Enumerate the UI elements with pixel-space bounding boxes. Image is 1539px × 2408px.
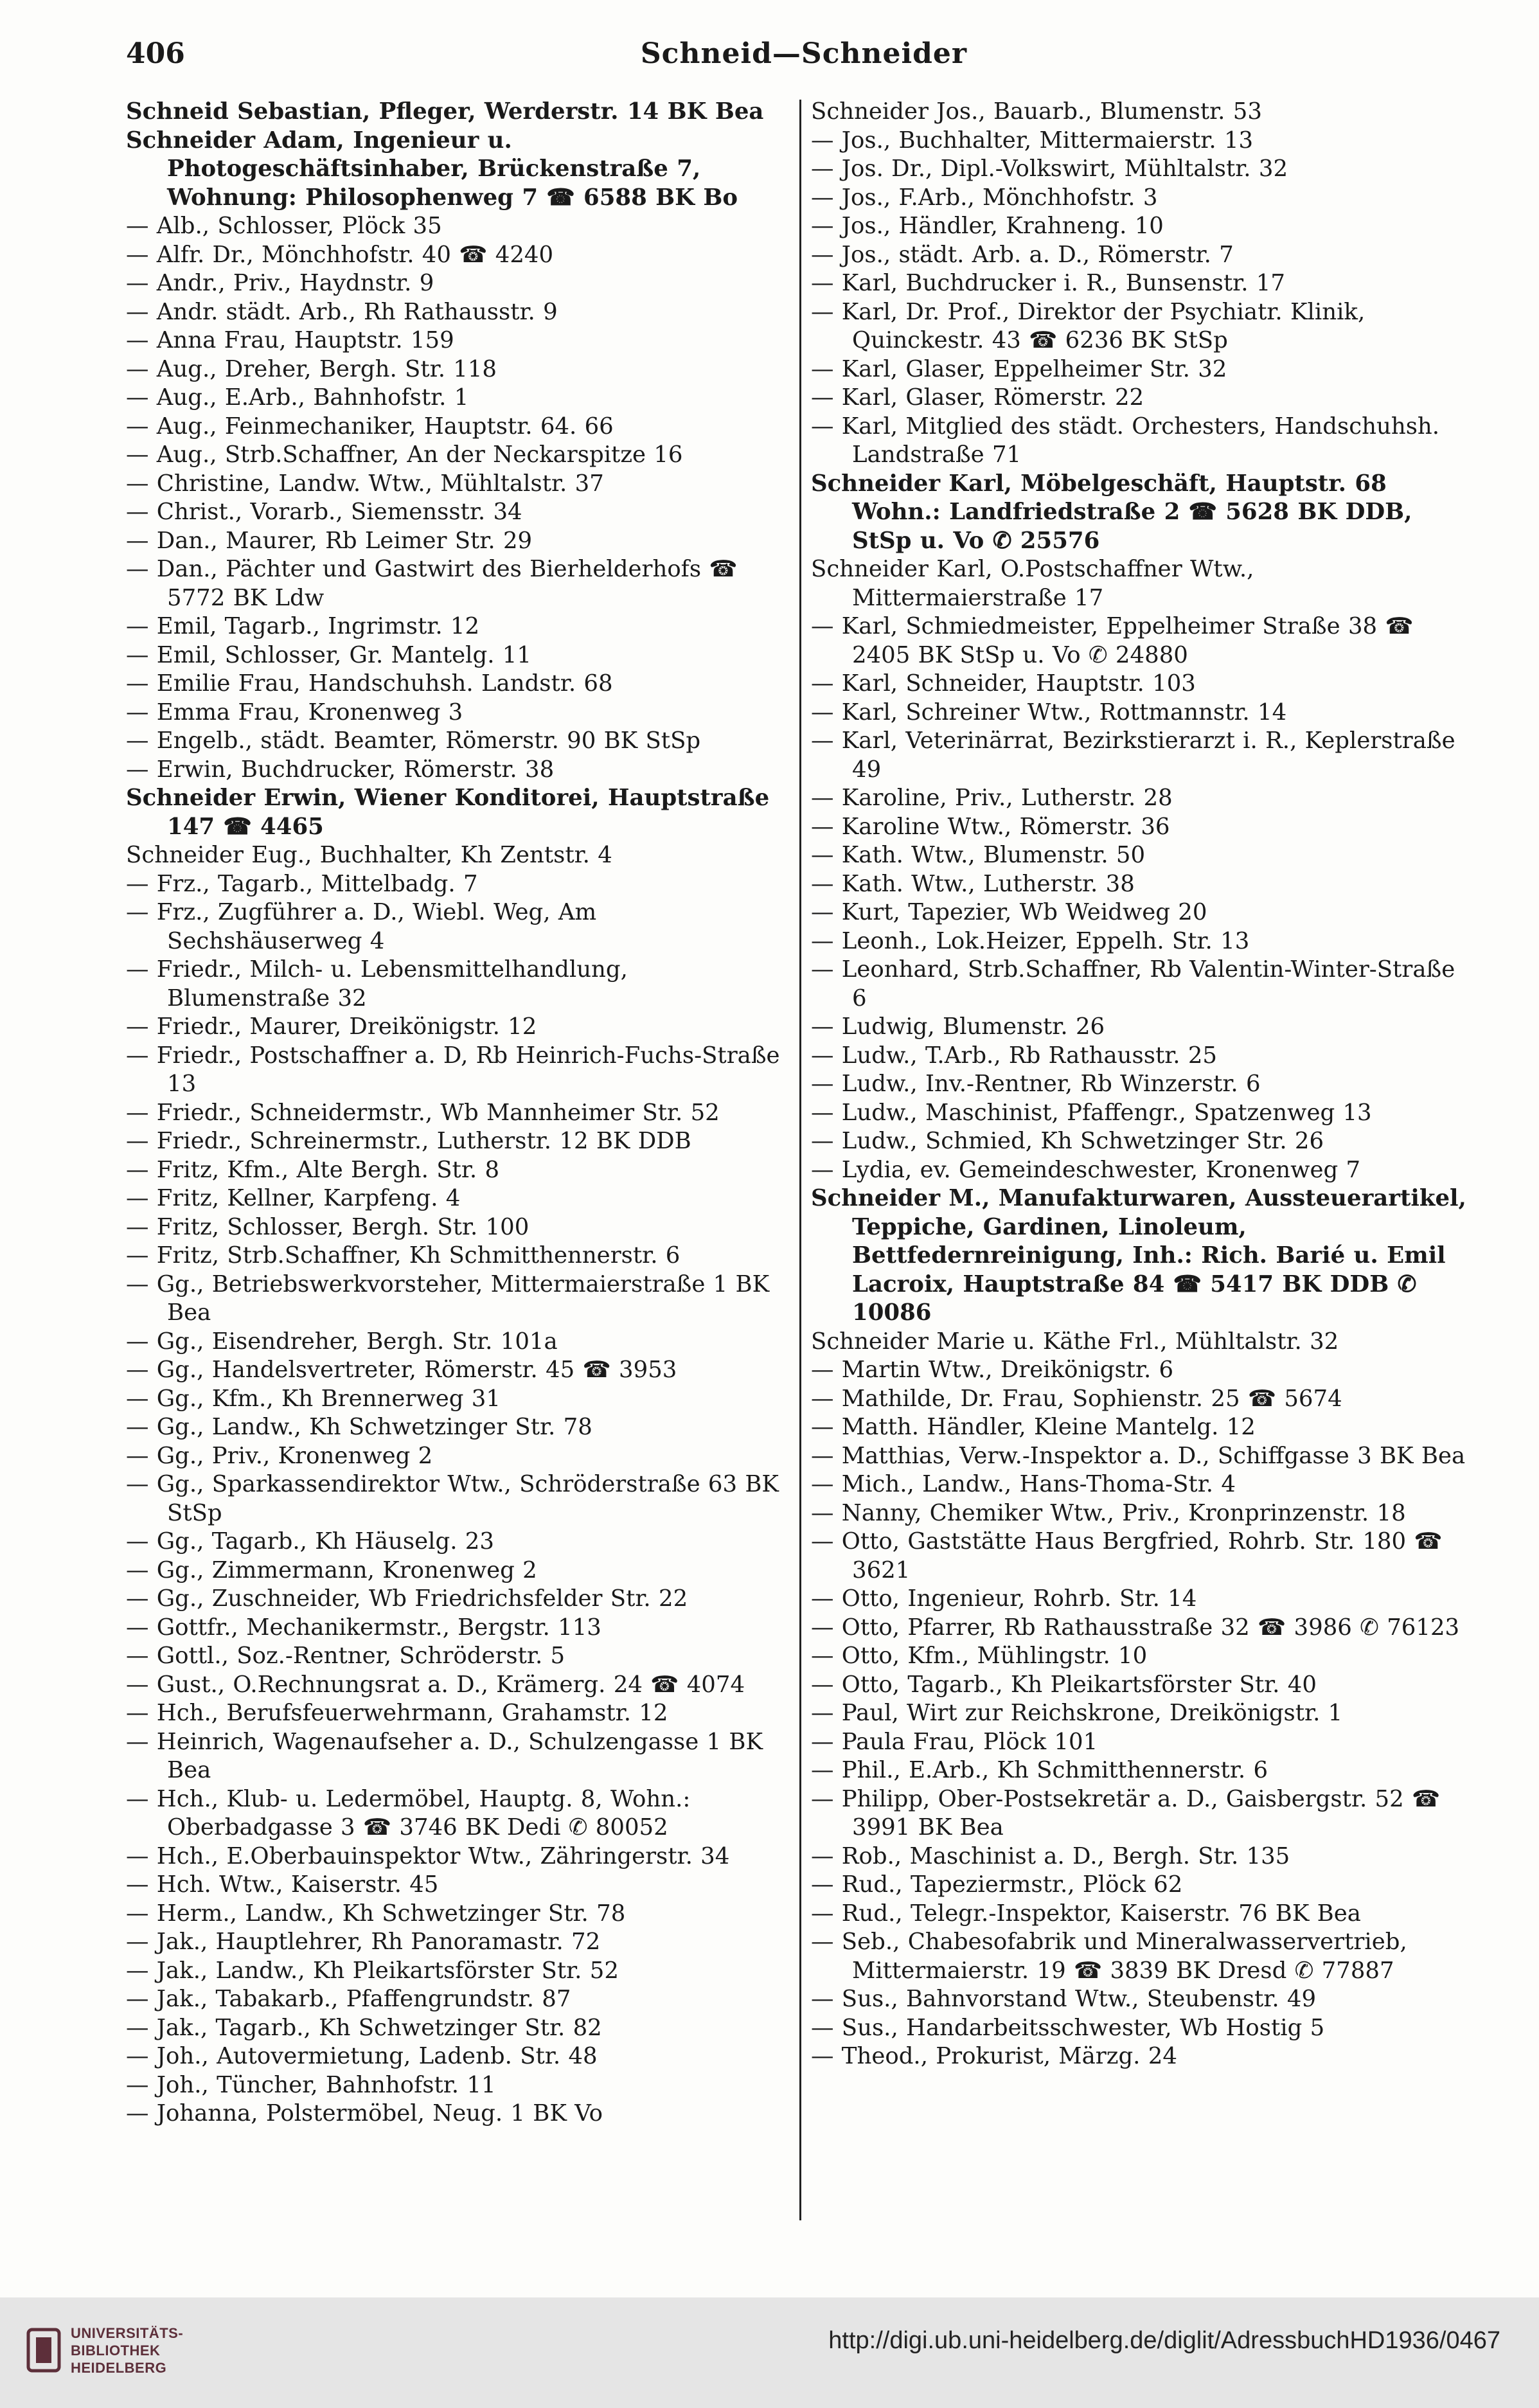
- directory-entry: — Hch., Klub- u. Ledermöbel, Hauptg. 8, Wohn.: Oberbadgasse 3 ☎ 3746 BK Dedi ✆ 80052: [126, 1785, 691, 1841]
- logo-line-2: BIBLIOTHEK: [71, 2342, 161, 2359]
- directory-entry: — Friedr., Schneidermstr., Wb Mannheimer Str. 52: [126, 1099, 720, 1126]
- directory-entry: — Fritz, Strb.Schaffner, Kh Schmitthennerstr. 6: [126, 1242, 681, 1269]
- right-column: [811, 98, 1473, 2071]
- directory-entry: — Phil., E.Arb., Kh Schmitthennerstr. 6: [811, 1757, 1268, 1783]
- directory-entry: — Fritz, Kfm., Alte Bergh. Str. 8: [126, 1156, 500, 1183]
- directory-entry: — Anna Frau, Hauptstr. 159: [126, 327, 454, 353]
- directory-entry: — Emma Frau, Kronenweg 3: [126, 699, 463, 726]
- directory-entry: — Otto, Pfarrer, Rb Rathausstraße 32 ☎ 3986 ✆ 76123: [811, 1614, 1460, 1641]
- directory-entry: Schneider Jos., Bauarb., Blumenstr. 53: [811, 98, 1262, 125]
- directory-entry: — Friedr., Maurer, Dreikönigstr. 12: [126, 1013, 537, 1040]
- directory-entry: — Ludwig, Blumenstr. 26: [811, 1013, 1105, 1040]
- footer-bar: [0, 2297, 1539, 2408]
- directory-entry: — Gg., Priv., Kronenweg 2: [126, 1442, 433, 1469]
- directory-entry: — Heinrich, Wagenaufseher a. D., Schulzengasse 1 BK Bea: [126, 1728, 763, 1783]
- directory-entry: — Nanny, Chemiker Wtw., Priv., Kronprinzenstr. 18: [811, 1499, 1406, 1526]
- directory-entry: — Andr., Priv., Haydnstr. 9: [126, 270, 434, 296]
- directory-entry: — Kath. Wtw., Lutherstr. 38: [811, 870, 1135, 897]
- directory-entry: — Herm., Landw., Kh Schwetzinger Str. 78: [126, 1900, 626, 1927]
- directory-entry: — Karl, Schreiner Wtw., Rottmannstr. 14: [811, 699, 1287, 726]
- library-seal-icon: [26, 2327, 62, 2373]
- directory-entry: Schneider Eug., Buchhalter, Kh Zentstr. 4: [126, 842, 612, 868]
- directory-entry: — Hch. Wtw., Kaiserstr. 45: [126, 1871, 439, 1898]
- directory-entry: — Lydia, ev. Gemeindeschwester, Kronenweg 7: [811, 1156, 1361, 1183]
- directory-entry: — Karl, Dr. Prof., Direktor der Psychiatr. Klinik, Quinckestr. 43 ☎ 6236 BK StSp: [811, 298, 1366, 353]
- running-head: Schneid—Schneider: [640, 37, 968, 70]
- directory-entry: — Friedr., Schreinermstr., Lutherstr. 12 BK DDB: [126, 1128, 691, 1154]
- directory-entry: — Gg., Landw., Kh Schwetzinger Str. 78: [126, 1414, 592, 1440]
- directory-entry: — Kath. Wtw., Blumenstr. 50: [811, 842, 1146, 868]
- directory-entry: — Matthias, Verw.-Inspektor a. D., Schiffgasse 3 BK Bea: [811, 1442, 1466, 1469]
- directory-entry: — Karoline Wtw., Römerstr. 36: [811, 813, 1170, 840]
- directory-entry: — Rud., Tapeziermstr., Plöck 62: [811, 1871, 1183, 1898]
- directory-entry: — Jos., städt. Arb. a. D., Römerstr. 7: [811, 241, 1234, 268]
- directory-entry: — Friedr., Postschaffner a. D, Rb Heinrich-Fuchs-Straße 13: [126, 1042, 780, 1097]
- directory-entry: — Friedr., Milch- u. Lebensmittelhandlung, Blumenstraße 32: [126, 956, 628, 1012]
- column-divider: [799, 100, 801, 2220]
- directory-entry: — Kurt, Tapezier, Wb Weidweg 20: [811, 899, 1207, 925]
- directory-entry: — Otto, Ingenieur, Rohrb. Str. 14: [811, 1585, 1197, 1612]
- source-url-link[interactable]: http://digi.ub.uni-heidelberg.de/diglit/AdressbuchHD1936/0467: [828, 2327, 1500, 2354]
- directory-entry: — Gg., Sparkassendirektor Wtw., Schröderstraße 63 BK StSp: [126, 1471, 779, 1526]
- directory-entry: — Jak., Landw., Kh Pleikartsförster Str. 52: [126, 1957, 619, 1984]
- directory-entry: — Jak., Hauptlehrer, Rh Panoramastr. 72: [126, 1929, 601, 1955]
- directory-entry: — Gg., Tagarb., Kh Häuselg. 23: [126, 1528, 494, 1555]
- directory-entry: — Sus., Bahnvorstand Wtw., Steubenstr. 49: [811, 1986, 1317, 2012]
- directory-entry: — Aug., Strb.Schaffner, An der Neckarspitze 16: [126, 441, 683, 468]
- directory-entry: — Leonh., Lok.Heizer, Eppelh. Str. 13: [811, 927, 1250, 954]
- directory-entry: — Christine, Landw. Wtw., Mühltalstr. 37: [126, 470, 604, 497]
- directory-entry: — Sus., Handarbeitsschwester, Wb Hostig 5: [811, 2014, 1325, 2041]
- library-logo[interactable]: [26, 2323, 218, 2387]
- directory-entry: — Jak., Tagarb., Kh Schwetzinger Str. 82: [126, 2014, 602, 2041]
- directory-entry: — Otto, Tagarb., Kh Pleikartsförster Str. 40: [811, 1671, 1317, 1698]
- directory-entry: — Otto, Gaststätte Haus Bergfried, Rohrb. Str. 180 ☎ 3621: [811, 1528, 1443, 1583]
- directory-entry: — Ludw., T.Arb., Rb Rathausstr. 25: [811, 1042, 1218, 1069]
- directory-entry: — Karl, Veterinärrat, Bezirkstierarzt i. R., Keplerstraße 49: [811, 727, 1455, 783]
- directory-entry: — Philipp, Ober-Postsekretär a. D., Gaisbergstr. 52 ☎ 3991 BK Bea: [811, 1785, 1441, 1841]
- directory-entry: — Aug., Dreher, Bergh. Str. 118: [126, 355, 497, 382]
- left-column: [126, 98, 788, 2128]
- directory-entry: — Seb., Chabesofabrik und Mineralwasservertrieb, Mittermaierstr. 19 ☎ 3839 BK Dresd ✆ 77887: [811, 1929, 1407, 1984]
- directory-entry: — Otto, Kfm., Mühlingstr. 10: [811, 1643, 1148, 1669]
- directory-entry: — Jos., F.Arb., Mönchhofstr. 3: [811, 184, 1158, 211]
- directory-entry: — Hch., Berufsfeuerwehrmann, Grahamstr. 12: [126, 1700, 668, 1726]
- directory-entry: — Christ., Vorarb., Siemensstr. 34: [126, 499, 522, 525]
- directory-entry: Schneider Adam, Ingenieur u. Photogeschäftsinhaber, Brückenstraße 7, Wohnung: Philosophenweg 7 ☎ 6588 BK Bo: [126, 127, 738, 211]
- directory-entry: — Fritz, Kellner, Karpfeng. 4: [126, 1185, 461, 1211]
- directory-entry: — Leonhard, Strb.Schaffner, Rb Valentin-Winter-Straße 6: [811, 956, 1455, 1012]
- directory-entry: — Johanna, Polstermöbel, Neug. 1 BK Vo: [126, 2100, 603, 2127]
- directory-entry: — Gg., Handelsvertreter, Römerstr. 45 ☎ 3953: [126, 1357, 677, 1383]
- directory-entry: Schneider Marie u. Käthe Frl., Mühltalstr. 32: [811, 1328, 1339, 1355]
- directory-entry: — Gottl., Soz.-Rentner, Schröderstr. 5: [126, 1643, 565, 1669]
- directory-entry: Schneid Sebastian, Pfleger, Werderstr. 14 BK Bea: [126, 98, 764, 125]
- directory-entry: — Gg., Kfm., Kh Brennerweg 31: [126, 1385, 501, 1412]
- directory-entry: — Karoline, Priv., Lutherstr. 28: [811, 785, 1173, 811]
- directory-entry: — Ludw., Inv.-Rentner, Rb Winzerstr. 6: [811, 1071, 1261, 1097]
- directory-entry: — Alb., Schlosser, Plöck 35: [126, 213, 442, 239]
- directory-entry: — Paul, Wirt zur Reichskrone, Dreikönigstr. 1: [811, 1700, 1343, 1726]
- directory-entry: — Ludw., Maschinist, Pfaffengr., Spatzenweg 13: [811, 1099, 1372, 1126]
- directory-entry: — Gottfr., Mechanikermstr., Bergstr. 113: [126, 1614, 601, 1641]
- directory-entry: — Gg., Betriebswerkvorsteher, Mittermaierstraße 1 BK Bea: [126, 1271, 770, 1326]
- directory-entry: — Gust., O.Rechnungsrat a. D., Krämerg. 24 ☎ 4074: [126, 1671, 745, 1698]
- directory-entry: — Gg., Zuschneider, Wb Friedrichsfelder Str. 22: [126, 1585, 688, 1612]
- directory-entry: Schneider Karl, Möbelgeschäft, Hauptstr. 68 Wohn.: Landfriedstraße 2 ☎ 5628 BK DDB, StSp u. Vo ✆ 25576: [811, 470, 1412, 554]
- directory-entry: — Karl, Schneider, Hauptstr. 103: [811, 670, 1196, 697]
- directory-entry: — Jos., Buchhalter, Mittermaierstr. 13: [811, 127, 1254, 154]
- directory-entry: — Ludw., Schmied, Kh Schwetzinger Str. 26: [811, 1128, 1324, 1154]
- directory-entry: — Jos., Händler, Krahneng. 10: [811, 213, 1164, 239]
- directory-entry: — Jak., Tabakarb., Pfaffengrundstr. 87: [126, 1986, 571, 2012]
- directory-entry: — Andr. städt. Arb., Rh Rathausstr. 9: [126, 298, 558, 325]
- logo-line-3: HEIDELBERG: [71, 2360, 167, 2376]
- directory-entry: — Emil, Tagarb., Ingrimstr. 12: [126, 613, 480, 639]
- directory-entry: — Fritz, Schlosser, Bergh. Str. 100: [126, 1213, 529, 1240]
- directory-entry: — Joh., Autovermietung, Ladenb. Str. 48: [126, 2043, 598, 2069]
- directory-entry: — Theod., Prokurist, Märzg. 24: [811, 2043, 1177, 2069]
- directory-entry: — Dan., Pächter und Gastwirt des Bierhelderhofs ☎ 5772 BK Ldw: [126, 556, 738, 611]
- directory-entry: — Joh., Tüncher, Bahnhofstr. 11: [126, 2071, 496, 2098]
- directory-entry: — Karl, Glaser, Eppelheimer Str. 32: [811, 355, 1227, 382]
- directory-entry: — Engelb., städt. Beamter, Römerstr. 90 BK StSp: [126, 727, 701, 754]
- logo-line-1: UNIVERSITÄTS-: [71, 2325, 184, 2341]
- directory-entry: Schneider Karl, O.Postschaffner Wtw., Mittermaierstraße 17: [811, 556, 1254, 611]
- directory-entry: — Martin Wtw., Dreikönigstr. 6: [811, 1357, 1174, 1383]
- directory-entry: — Paula Frau, Plöck 101: [811, 1728, 1098, 1755]
- directory-entry: — Gg., Zimmermann, Kronenweg 2: [126, 1556, 537, 1583]
- directory-entry: — Emil, Schlosser, Gr. Mantelg. 11: [126, 641, 531, 668]
- directory-entry: — Rud., Telegr.-Inspektor, Kaiserstr. 76 BK Bea: [811, 1900, 1361, 1927]
- directory-entry: — Emilie Frau, Handschuhsh. Landstr. 68: [126, 670, 613, 697]
- directory-entry: — Mich., Landw., Hans-Thoma-Str. 4: [811, 1471, 1236, 1497]
- directory-entry: — Hch., E.Oberbauinspektor Wtw., Zähringerstr. 34: [126, 1842, 730, 1869]
- directory-entry: — Jos. Dr., Dipl.-Volkswirt, Mühltalstr. 32: [811, 156, 1288, 182]
- directory-entry: — Dan., Maurer, Rb Leimer Str. 29: [126, 527, 533, 554]
- directory-entry: — Mathilde, Dr. Frau, Sophienstr. 25 ☎ 5674: [811, 1385, 1342, 1412]
- directory-entry: — Frz., Tagarb., Mittelbadg. 7: [126, 870, 478, 897]
- page-number: 406: [126, 37, 185, 70]
- directory-entry: — Erwin, Buchdrucker, Römerstr. 38: [126, 756, 555, 783]
- directory-entry: — Alfr. Dr., Mönchhofstr. 40 ☎ 4240: [126, 241, 554, 268]
- directory-entry: — Karl, Mitglied des städt. Orchesters, Handschuhsh. Landstraße 71: [811, 413, 1440, 468]
- directory-entry: — Karl, Schmiedmeister, Eppelheimer Straße 38 ☎ 2405 BK StSp u. Vo ✆ 24880: [811, 613, 1414, 668]
- directory-entry: — Matth. Händler, Kleine Mantelg. 12: [811, 1414, 1256, 1440]
- page-header: [126, 37, 1482, 76]
- directory-entry: Schneider M., Manufakturwaren, Aussteuerartikel, Teppiche, Gardinen, Linoleum, Bettfedernreinigung, Inh.: Rich. Barié u. Emil Lacroix, Hauptstraße 84 ☎ 5417 BK DDB ✆ 10086: [811, 1185, 1466, 1326]
- directory-entry: — Karl, Buchdrucker i. R., Bunsenstr. 17: [811, 270, 1285, 296]
- directory-entry: — Aug., E.Arb., Bahnhofstr. 1: [126, 384, 469, 411]
- directory-entry: — Rob., Maschinist a. D., Bergh. Str. 135: [811, 1842, 1290, 1869]
- directory-entry: — Karl, Glaser, Römerstr. 22: [811, 384, 1144, 411]
- directory-entry: — Aug., Feinmechaniker, Hauptstr. 64. 66: [126, 413, 614, 440]
- directory-entry: — Frz., Zugführer a. D., Wiebl. Weg, Am Sechshäuserweg 4: [126, 899, 597, 954]
- directory-entry: — Gg., Eisendreher, Bergh. Str. 101a: [126, 1328, 558, 1355]
- directory-entry: Schneider Erwin, Wiener Konditorei, Hauptstraße 147 ☎ 4465: [126, 785, 770, 840]
